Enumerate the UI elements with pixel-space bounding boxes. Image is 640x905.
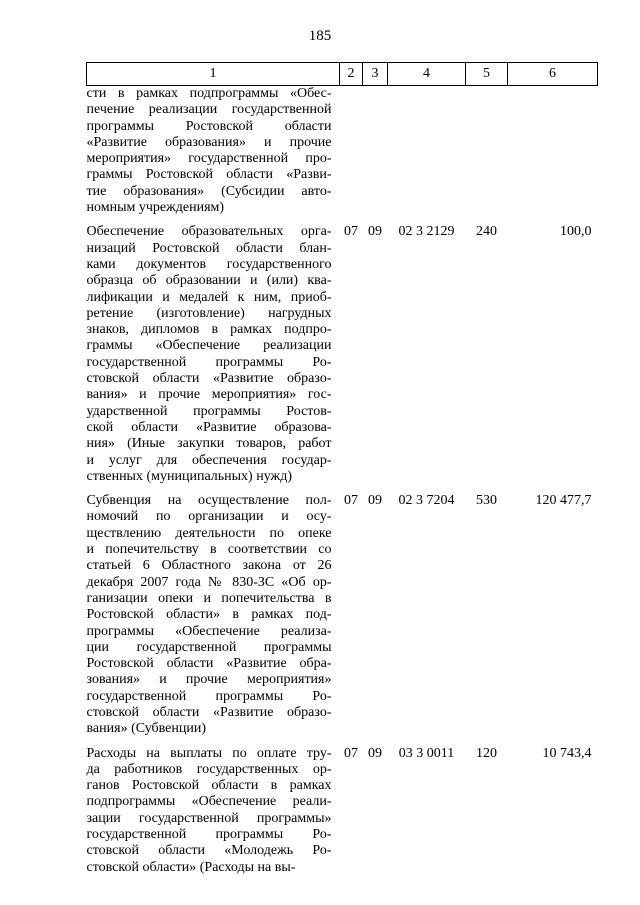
description-line: государственной программы Ро-: [86, 827, 332, 843]
section-code: 07: [344, 745, 358, 761]
section-code: [340, 86, 363, 217]
description-line: ганизации опеки и попечительства в: [86, 590, 332, 606]
description-line: граммы «Обеспечение реализации: [86, 338, 332, 354]
description-line: Обеспечение образовательных орга-: [86, 224, 332, 240]
column-header-5: 5: [466, 63, 508, 86]
description-line: вания» и прочие мероприятия» гос-: [86, 387, 332, 403]
amount: [508, 86, 598, 217]
description-line: да работников государственных ор-: [86, 761, 332, 777]
subsection-code: 09: [368, 224, 382, 240]
description-line: низаций Ростовской области блан-: [86, 240, 332, 256]
row-description: [87, 86, 340, 217]
description-line: декабря 2007 года № 830-ЗС «Об ор-: [86, 574, 332, 590]
expense-type-code: 240: [476, 224, 497, 240]
description-line: стовской области «Развитие образо-: [86, 371, 332, 387]
description-line: номочий по организации и осу-: [86, 509, 332, 525]
description-line: ции государственной программы: [86, 639, 332, 655]
description-line: сти в рамках подпрограммы «Обес-: [86, 86, 332, 101]
description-line: статьей 6 Областного закона от 26: [86, 558, 332, 574]
description-line: вания» (Субвенции): [86, 721, 207, 737]
target-article-code: 02 3 2129: [398, 224, 455, 240]
description-line: ударственной программы Ростов-: [86, 403, 332, 419]
target-article-code: 02 3 7204: [398, 493, 455, 509]
column-header-4: 4: [388, 63, 466, 86]
description-line: ственных (муниципальных) нужд): [86, 468, 292, 484]
description-line: «Развитие образования» и прочие: [86, 134, 332, 150]
description-line: подпрограммы «Обеспечение реали-: [86, 794, 332, 810]
description-line: и попечительству в соответствии со: [86, 542, 332, 558]
row-description: [87, 224, 340, 485]
row-description: [87, 493, 340, 737]
expense-type-code: 530: [476, 493, 497, 509]
column-header-6: 6: [508, 63, 598, 86]
description-line: ганов Ростовской области в рамках: [86, 778, 332, 794]
budget-table: [86, 62, 598, 876]
column-header-3: 3: [363, 63, 388, 86]
description-line: знаков, дипломов в рамках подпро-: [86, 322, 332, 338]
subsection-code: 09: [368, 745, 382, 761]
description-line: государственной программы Ро-: [86, 688, 332, 704]
description-line: Субвенция на осуществление пол-: [86, 493, 332, 509]
table-header-row: [87, 63, 598, 86]
description-line: и услуг для обеспечения государ-: [86, 452, 332, 468]
description-line: зования» и прочие мероприятия»: [86, 672, 332, 688]
target-article-code: 03 3 0011: [398, 745, 455, 761]
description-line: мероприятия» государственной про-: [86, 151, 332, 167]
subsection-code: 09: [368, 493, 382, 509]
description-line: ретение (изготовление) нагрудных: [86, 305, 332, 321]
description-line: ской области «Развитие образова-: [86, 419, 332, 435]
table-row: [87, 493, 598, 737]
row-spacer: [87, 485, 598, 493]
target-article-code: [388, 86, 466, 217]
description-line: стовской области» (Расходы на вы-: [86, 859, 296, 875]
description-line: программы «Обеспечение реализа-: [86, 623, 332, 639]
description-line: стовской области «Молодежь Ро-: [86, 843, 332, 859]
table-row: [87, 86, 598, 217]
description-line: образца об образовании и (или) ква-: [86, 273, 332, 289]
description-line: ния» (Иные закупки товаров, работ: [86, 436, 332, 452]
amount: 120 477,7: [535, 493, 592, 509]
description-line: печение реализации государственной: [86, 102, 332, 118]
description-line: стовской области «Развитие образо-: [86, 704, 332, 720]
row-description: [87, 746, 340, 876]
section-code: 07: [344, 493, 358, 509]
description-line: граммы Ростовской области «Разви-: [86, 167, 332, 183]
description-line: Ростовской области» в рамках под-: [86, 607, 332, 623]
expense-type-code: 120: [476, 745, 497, 761]
description-line: лификации и медалей к ним, приоб-: [86, 289, 332, 305]
subsection-code: [363, 86, 388, 217]
description-line: ществлению деятельности по опеке: [86, 525, 332, 541]
row-spacer: [87, 216, 598, 224]
description-line: ками документов государственного: [86, 256, 332, 272]
row-spacer: [87, 738, 598, 746]
description-line: зации государственной программы»: [86, 810, 332, 826]
description-line: тие образования» (Субсидии авто-: [86, 183, 332, 199]
column-header-2: 2: [340, 63, 363, 86]
section-code: 07: [344, 224, 358, 240]
page-number: 185: [308, 28, 332, 44]
description-line: номным учреждениям): [86, 200, 225, 216]
column-header-1: 1: [87, 63, 340, 86]
table-row: [87, 746, 598, 876]
description-line: государственной программы Ро-: [86, 354, 332, 370]
amount: 100,0: [560, 224, 592, 240]
amount: 10 743,4: [542, 745, 592, 761]
description-line: Расходы на выплаты по оплате тру-: [86, 745, 332, 761]
expense-type-code: [466, 86, 508, 217]
description-line: Ростовской области «Развитие обра-: [86, 656, 332, 672]
table-row: [87, 224, 598, 485]
description-line: программы Ростовской области: [86, 118, 332, 134]
